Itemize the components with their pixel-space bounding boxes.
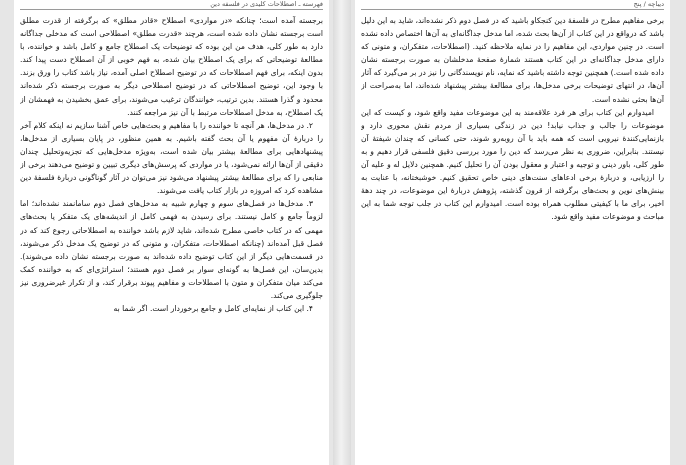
left-page-body: [20, 14, 323, 465]
book-gutter: [333, 0, 351, 465]
running-head-left: [20, 0, 323, 10]
running-head-right: [361, 0, 664, 10]
paragraph: ۴. این کتاب از نمایه‌ای کامل و جامع برخوردار است. اگر شما به: [113, 304, 313, 314]
paragraph: برجسته آمده است؛ چنانکه «در مواردی» اصطلاح «قادر مطلق» که برگرفته از قدرت مطلق است برجسته نشان داده شده است، هرچند «قدرت مطلق» اصطلاحی است که مدخلی جداگانه دارد به طور کلی، هدف من این بوده که توضیحات یک اصطلاح جامع و کامل باشد و خواننده، با مطالعهٔ توضیحاتی که برای یک اصطلاح بیان شده، به فهم خوبی از آن اصطلاح دست پیدا کند. بدون اینکه، برای فهم اصطلاحات که در توضیح اصطلاح اصلی آمده، نیاز باشد کتاب را ورق بزند. با وجود این، توضیح اصطلاحاتی که در توضیح اصطلاحی دیگر به صورت برجسته ذکر شده‌اند محدود و گذرا هستند. بدین ترتیب، خوانندگان ترغیب می‌شوند، برای عمق بخشیدن به فهمشان از یک اصطلاح، به مدخل اصطلاحات مرتبط با آن نیز مراجعه کنند.: [20, 16, 323, 117]
left-page: [14, 0, 329, 465]
paragraph: ۲. در مدخل‌ها، هر آنچه تا خواننده را با مفاهیم و بحث‌هایی خاص آشنا سازیم نه اینکه کلام آخر را دربارهٔ آن مفهوم یا آن بحث گفته باشیم. به همین منظور، در پایان بسیاری از مدخل‌ها، پیشنهادهایی برای مطالعهٔ بیشتر بیان شده است، به‌ویژه مدخل‌هایی که تجزیه‌وتحلیل چندان دقیقی از آن‌ها ارائه نمی‌شود، یا در مواردی که پرسش‌های دیگری تبیین و توضیح می‌دهند برخی از منابعی را که برای مطالعهٔ بیشتر پیشنهاد می‌شود نیز می‌توان در آثار گوناگونی دربارهٔ فلسفهٔ دین مشاهده کرد که امروزه در بازار کتاب یافت می‌شوند.: [20, 120, 323, 196]
running-head-left-text: فهرسته ـ اصطلاحات کلیدی در فلسفه دین: [210, 0, 323, 8]
running-head-right-text: دیباچه / پنج: [633, 0, 664, 8]
right-page: [355, 0, 670, 465]
right-page-body: [361, 14, 664, 465]
paragraph: امیدوارم این کتاب برای هر فرد علاقه‌مند به این موضوعات مفید واقع شود، و کیست که این موضوعات را جالب و جذاب نیابد! دین در زندگی بسیاری از مردم نقش محوری دارد و بازنمایی‌کنندهٔ نیرویی است که همه باید با آن روبه‌رو شوند، حتی کسانی که چندان شیفتهٔ آن نیستند. بنابراین، ضروری به نظر می‌رسد که دین را مورد بررسی دقیق فلسفی قرار دهیم و به طور کلی، باور دینی و توجیه و اعتبار و معقول بودن آن را تحلیل کنیم. همچنین دلایل له و علیه آن را ارزیابی، و دربارهٔ برخی ادعاهای سنت‌های دینی خاص تحقیق کنیم. خوشبختانه، با عنایت به بینش‌های نوین و بحث‌های برگرفته از قرون گذشته، پژوهش دربارهٔ این موضوعات، در چند دههٔ اخیر، برای ما با کیفیتی مطلوب همراه بوده است. امیدوارم این کتاب در جلب توجه شما به این مباحث و موضوعات مفید واقع شود.: [361, 107, 664, 222]
paragraph: برخی مفاهیم مطرح در فلسفهٔ دین کنجکاو باشید که در فصل دوم ذکر نشده‌اند، شاید به این دلیل باشد که درواقع در این کتاب از آن‌ها بحث شده، اما مدخل جداگانه‌ای به آن‌ها اختصاص داده نشده است. در چنین مواردی، این مفاهیم را در نمایه ملاحظه کنید. (اصطلاحات، متفکران، و متونی که دارای مدخل جداگانه‌ای در این کتاب هستند شمارهٔ صفحهٔ مدخلشان به صورت برجسته نشان داده شده است.) همچنین توجه داشته باشید که نمایه، نام نویسندگانی را نیز در بر می‌گیرد که آثار آن‌ها، در انتهای توضیحات برخی مدخل‌ها، برای مطالعهٔ بیشتر پیشنهاد شده‌اند، اما به‌صراحت از آن‌ها بحثی نشده است.: [361, 16, 664, 104]
paragraph: ۳. مدخل‌ها در فصل‌های سوم و چهارم شبیه به مدخل‌های فصل دوم سامانمند نشده‌اند؛ اما لزوماً جامع و کامل نیستند. برای رسیدن به فهمی کامل از اندیشه‌های یک متفکر یا بحث‌های مهمی که در کتاب خاصی مطرح شده‌اند، شاید لازم باشد خواننده به اصطلاحاتی رجوع کند که در فصل قبل آمده‌اند (چنانکه اصطلاحات، متفکران، و متونی که در توضیح یک مدخل ذکر می‌شوند، در قسمت‌هایی دیگر از این کتاب توضیح داده شده‌اند به صورت برجسته نشان داده می‌شوند). بدین‌سان، این فصل‌ها به گونه‌ای سوار بر فصل دوم هستند؛ استراتژی‌ای که به خواننده کمک می‌کند میان متفکران و متون با اصطلاحات و مفاهیم پیوند برقرار کند، و از تکرار غیرضروری نیز جلوگیری می‌کند.: [20, 199, 323, 300]
